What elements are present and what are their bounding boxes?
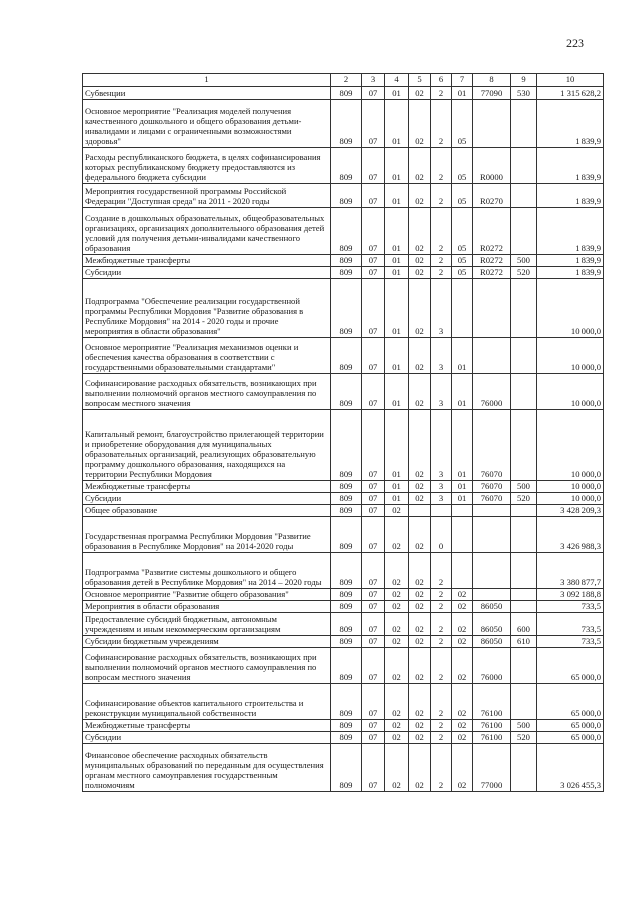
row-value-cell [409, 505, 431, 517]
row-name-cell: Общее образование [83, 505, 331, 517]
row-value-cell: 2 [431, 184, 452, 208]
row-value-cell: 01 [452, 410, 473, 481]
row-value-cell: 02 [409, 732, 431, 744]
row-value-cell: 02 [385, 589, 409, 601]
row-value-cell: 01 [385, 255, 409, 267]
row-value-cell: 02 [409, 601, 431, 613]
row-value-cell [511, 505, 537, 517]
row-value-cell: 10 000,0 [537, 338, 604, 374]
row-name-cell: Субвенции [83, 87, 331, 100]
row-value-cell [473, 338, 511, 374]
row-value-cell: 01 [385, 148, 409, 184]
row-value-cell [511, 148, 537, 184]
row-name-cell: Субсидии [83, 732, 331, 744]
row-value-cell: 02 [409, 481, 431, 493]
row-value-cell [511, 374, 537, 410]
column-header: 8 [473, 74, 511, 87]
row-value-cell: 809 [331, 720, 362, 732]
row-value-cell: 02 [385, 648, 409, 684]
row-value-cell [511, 279, 537, 338]
row-value-cell: 02 [409, 267, 431, 279]
row-value-cell: 01 [452, 481, 473, 493]
row-value-cell: 76000 [473, 374, 511, 410]
row-value-cell: 2 [431, 267, 452, 279]
row-value-cell: 3 [431, 410, 452, 481]
row-value-cell [511, 553, 537, 589]
row-value-cell: 520 [511, 493, 537, 505]
page-number: 223 [566, 36, 584, 50]
row-value-cell [511, 744, 537, 792]
row-value-cell: 2 [431, 732, 452, 744]
row-value-cell [511, 410, 537, 481]
table-row [83, 601, 604, 613]
row-value-cell: 01 [452, 338, 473, 374]
row-value-cell: 05 [452, 148, 473, 184]
row-name-cell: Мероприятия государственной программы Российской Федерации "Доступная среда" на 2011 - 2020 годы [83, 184, 331, 208]
row-value-cell: 76100 [473, 732, 511, 744]
row-value-cell: 3 380 877,7 [537, 553, 604, 589]
row-value-cell: 02 [452, 732, 473, 744]
row-value-cell: 809 [331, 267, 362, 279]
row-value-cell: 809 [331, 279, 362, 338]
row-value-cell: 2 [431, 636, 452, 648]
row-name-cell: Предоставление субсидий бюджетным, автономным учреждениям и иным некоммерческим организациям [83, 613, 331, 636]
row-value-cell: 809 [331, 684, 362, 720]
row-value-cell: 02 [409, 100, 431, 148]
column-header: 1 [83, 74, 331, 87]
row-value-cell: R0272 [473, 208, 511, 255]
row-value-cell: 3 428 209,3 [537, 505, 604, 517]
row-value-cell: 01 [385, 279, 409, 338]
row-value-cell [452, 279, 473, 338]
row-value-cell: 05 [452, 267, 473, 279]
row-value-cell [452, 517, 473, 553]
row-value-cell: 809 [331, 601, 362, 613]
table-row [83, 184, 604, 208]
row-value-cell: 809 [331, 338, 362, 374]
row-value-cell: 01 [385, 184, 409, 208]
table-row [83, 410, 604, 481]
row-value-cell: 07 [362, 100, 385, 148]
row-value-cell: 76070 [473, 493, 511, 505]
row-value-cell: 01 [385, 493, 409, 505]
row-value-cell: 65 000,0 [537, 684, 604, 720]
row-value-cell: 2 [431, 601, 452, 613]
row-value-cell: 02 [452, 613, 473, 636]
row-name-cell: Основное мероприятие "Реализация моделей получения качественного дошкольного и общего образования детьми-инвалидами и лицами с ограниченными возможностями здоровья" [83, 100, 331, 148]
row-value-cell: 809 [331, 410, 362, 481]
row-value-cell: 07 [362, 505, 385, 517]
table-row [83, 87, 604, 100]
row-value-cell: 610 [511, 636, 537, 648]
row-value-cell: 07 [362, 601, 385, 613]
row-value-cell [511, 100, 537, 148]
table-row [83, 613, 604, 636]
row-value-cell: 02 [385, 601, 409, 613]
row-value-cell: 809 [331, 148, 362, 184]
row-value-cell: 65 000,0 [537, 732, 604, 744]
row-value-cell: 2 [431, 208, 452, 255]
row-value-cell: 2 [431, 87, 452, 100]
table-row [83, 648, 604, 684]
budget-table [82, 73, 604, 792]
row-value-cell: 10 000,0 [537, 410, 604, 481]
row-value-cell [473, 553, 511, 589]
row-name-cell: Финансовое обеспечение расходных обязательств муниципальных образований по переданным для осуществления органам местного самоуправления государственным полномочиям [83, 744, 331, 792]
row-value-cell: 1 839,9 [537, 208, 604, 255]
row-name-cell: Основное мероприятие "Развитие общего образования" [83, 589, 331, 601]
table-row [83, 279, 604, 338]
row-value-cell: R0272 [473, 255, 511, 267]
row-value-cell: 10 000,0 [537, 481, 604, 493]
row-value-cell: 02 [409, 553, 431, 589]
row-value-cell: 02 [409, 184, 431, 208]
row-value-cell [473, 589, 511, 601]
row-value-cell: 65 000,0 [537, 648, 604, 684]
row-name-cell: Софинансирование расходных обязательств, возникающих при выполнении полномочий органов местного самоуправления по вопросам местного значения [83, 648, 331, 684]
row-value-cell: 02 [452, 589, 473, 601]
row-value-cell: 86050 [473, 636, 511, 648]
row-value-cell: 65 000,0 [537, 720, 604, 732]
row-value-cell: 77000 [473, 744, 511, 792]
row-name-cell: Софинансирование объектов капитального строительства и реконструкции муниципальной собственности [83, 684, 331, 720]
row-value-cell: 10 000,0 [537, 279, 604, 338]
row-value-cell: 07 [362, 636, 385, 648]
row-value-cell: 2 [431, 148, 452, 184]
row-value-cell: 07 [362, 255, 385, 267]
row-value-cell: 809 [331, 553, 362, 589]
row-value-cell: 02 [409, 410, 431, 481]
row-value-cell: 1 839,9 [537, 255, 604, 267]
row-value-cell: 10 000,0 [537, 374, 604, 410]
row-value-cell: 01 [385, 267, 409, 279]
row-value-cell: 07 [362, 481, 385, 493]
row-value-cell: R0272 [473, 267, 511, 279]
row-value-cell: 530 [511, 87, 537, 100]
row-value-cell: 02 [385, 744, 409, 792]
row-value-cell: 02 [409, 613, 431, 636]
row-value-cell: 809 [331, 589, 362, 601]
table-row [83, 589, 604, 601]
row-value-cell: 07 [362, 720, 385, 732]
row-value-cell: 2 [431, 613, 452, 636]
row-value-cell [511, 601, 537, 613]
column-header: 9 [511, 74, 537, 87]
row-value-cell: 809 [331, 374, 362, 410]
row-value-cell: 2 [431, 589, 452, 601]
row-value-cell: 809 [331, 208, 362, 255]
row-value-cell: R0270 [473, 184, 511, 208]
row-name-cell: Капитальный ремонт, благоустройство прилегающей территории и приобретение оборудования для муниципальных образовательных организаций, реализующих образовательную программу дошкольного образования, находящихся на территории Республики Мордовия [83, 410, 331, 481]
row-value-cell: 02 [385, 517, 409, 553]
row-value-cell: 07 [362, 517, 385, 553]
row-value-cell [431, 505, 452, 517]
row-value-cell: 76070 [473, 410, 511, 481]
row-value-cell [473, 505, 511, 517]
row-name-cell: Субсидии [83, 267, 331, 279]
row-name-cell: Межбюджетные трансферты [83, 481, 331, 493]
row-value-cell: 809 [331, 184, 362, 208]
column-header: 6 [431, 74, 452, 87]
row-value-cell: 10 000,0 [537, 493, 604, 505]
row-value-cell: 809 [331, 732, 362, 744]
table-row [83, 553, 604, 589]
table-row [83, 636, 604, 648]
row-value-cell: 733,5 [537, 601, 604, 613]
row-value-cell: 07 [362, 684, 385, 720]
row-value-cell [511, 184, 537, 208]
column-header: 5 [409, 74, 431, 87]
row-value-cell: 02 [452, 744, 473, 792]
row-value-cell: 01 [385, 374, 409, 410]
row-value-cell: 2 [431, 100, 452, 148]
row-value-cell: 01 [385, 208, 409, 255]
row-value-cell: 02 [385, 636, 409, 648]
row-name-cell: Межбюджетные трансферты [83, 255, 331, 267]
row-value-cell: 1 839,9 [537, 184, 604, 208]
row-value-cell: 809 [331, 636, 362, 648]
table-row [83, 338, 604, 374]
row-value-cell: 1 315 628,2 [537, 87, 604, 100]
row-value-cell: 02 [409, 279, 431, 338]
row-value-cell: 809 [331, 87, 362, 100]
row-value-cell: 07 [362, 374, 385, 410]
row-value-cell: 0 [431, 517, 452, 553]
row-value-cell: 500 [511, 481, 537, 493]
row-value-cell: 07 [362, 648, 385, 684]
row-value-cell: 07 [362, 553, 385, 589]
row-value-cell: 07 [362, 732, 385, 744]
row-value-cell: 500 [511, 720, 537, 732]
row-value-cell: 2 [431, 255, 452, 267]
row-value-cell: 05 [452, 208, 473, 255]
row-value-cell: 02 [409, 720, 431, 732]
row-value-cell: R0000 [473, 148, 511, 184]
row-value-cell: 02 [409, 255, 431, 267]
row-value-cell: 2 [431, 744, 452, 792]
row-name-cell: Создание в дошкольных образовательных, общеобразовательных организациях, организациях дополнительного образования детей условий для получения детьми-инвалидами качественного образования [83, 208, 331, 255]
row-name-cell: Субсидии [83, 493, 331, 505]
row-value-cell: 3 092 188,8 [537, 589, 604, 601]
row-value-cell: 02 [409, 636, 431, 648]
table-row [83, 505, 604, 517]
row-value-cell: 02 [385, 553, 409, 589]
row-value-cell: 02 [452, 648, 473, 684]
row-value-cell: 520 [511, 732, 537, 744]
row-value-cell: 1 839,9 [537, 267, 604, 279]
row-value-cell: 07 [362, 279, 385, 338]
row-value-cell: 02 [385, 732, 409, 744]
column-header: 4 [385, 74, 409, 87]
row-value-cell: 07 [362, 184, 385, 208]
row-value-cell: 3 026 455,3 [537, 744, 604, 792]
row-value-cell: 07 [362, 87, 385, 100]
row-value-cell: 76070 [473, 481, 511, 493]
row-value-cell [452, 505, 473, 517]
row-value-cell: 02 [452, 720, 473, 732]
row-value-cell: 05 [452, 255, 473, 267]
row-value-cell: 02 [452, 636, 473, 648]
row-value-cell [511, 589, 537, 601]
row-value-cell: 733,5 [537, 636, 604, 648]
row-value-cell: 02 [409, 517, 431, 553]
column-header: 10 [537, 74, 604, 87]
row-value-cell: 01 [385, 87, 409, 100]
row-value-cell: 02 [409, 208, 431, 255]
column-header: 7 [452, 74, 473, 87]
row-value-cell: 733,5 [537, 613, 604, 636]
row-value-cell: 77090 [473, 87, 511, 100]
row-name-cell: Мероприятия в области образования [83, 601, 331, 613]
row-value-cell: 07 [362, 589, 385, 601]
row-value-cell: 07 [362, 493, 385, 505]
table-row [83, 100, 604, 148]
table-row [83, 208, 604, 255]
column-header: 2 [331, 74, 362, 87]
row-value-cell: 07 [362, 338, 385, 374]
row-value-cell: 05 [452, 184, 473, 208]
row-value-cell: 07 [362, 744, 385, 792]
row-value-cell: 809 [331, 255, 362, 267]
row-value-cell [452, 553, 473, 589]
row-value-cell: 02 [409, 338, 431, 374]
row-value-cell: 05 [452, 100, 473, 148]
row-value-cell: 02 [409, 374, 431, 410]
row-name-cell: Основное мероприятие "Реализация механизмов оценки и обеспечения качества образования в соответствии с государственными образовательными стандартами" [83, 338, 331, 374]
row-value-cell: 500 [511, 255, 537, 267]
row-value-cell: 01 [385, 100, 409, 148]
table-row [83, 267, 604, 279]
row-value-cell: 3 [431, 374, 452, 410]
row-value-cell [511, 648, 537, 684]
row-name-cell: Подпрограмма "Обеспечение реализации государственной программы Республики Мордовия "Развитие образования в Республике Мордовия" на 2014 - 2020 годы и прочие мероприятия в области образования" [83, 279, 331, 338]
row-value-cell: 3 [431, 493, 452, 505]
row-value-cell: 1 839,9 [537, 100, 604, 148]
row-name-cell: Подпрограмма "Развитие системы дошкольного и общего образования детей в Республике Мордовия" на 2014 – 2020 годы [83, 553, 331, 589]
table-row [83, 493, 604, 505]
row-value-cell: 3 [431, 338, 452, 374]
row-value-cell: 01 [385, 338, 409, 374]
row-value-cell: 86050 [473, 613, 511, 636]
row-value-cell: 600 [511, 613, 537, 636]
row-name-cell: Софинансирование расходных обязательств, возникающих при выполнении полномочий органов местного самоуправления по вопросам местного значения [83, 374, 331, 410]
row-value-cell: 809 [331, 648, 362, 684]
row-value-cell: 07 [362, 410, 385, 481]
row-value-cell: 07 [362, 148, 385, 184]
row-value-cell: 02 [452, 684, 473, 720]
row-value-cell: 1 839,9 [537, 148, 604, 184]
row-value-cell: 809 [331, 613, 362, 636]
row-value-cell: 76100 [473, 684, 511, 720]
table-row [83, 744, 604, 792]
row-value-cell: 520 [511, 267, 537, 279]
row-value-cell: 07 [362, 208, 385, 255]
row-value-cell: 02 [409, 589, 431, 601]
table-row [83, 481, 604, 493]
row-value-cell: 01 [385, 410, 409, 481]
row-value-cell: 01 [452, 87, 473, 100]
table-row [83, 255, 604, 267]
row-value-cell [511, 208, 537, 255]
row-value-cell [473, 279, 511, 338]
row-value-cell: 07 [362, 267, 385, 279]
row-value-cell: 809 [331, 505, 362, 517]
row-value-cell [511, 517, 537, 553]
row-value-cell: 2 [431, 553, 452, 589]
row-value-cell: 809 [331, 744, 362, 792]
row-name-cell: Государственная программа Республики Мордовия "Развитие образования в Республике Мордовия" на 2014-2020 годы [83, 517, 331, 553]
row-value-cell: 809 [331, 100, 362, 148]
row-value-cell: 02 [409, 87, 431, 100]
row-value-cell [473, 517, 511, 553]
row-value-cell: 02 [385, 720, 409, 732]
table-row [83, 684, 604, 720]
row-value-cell: 2 [431, 720, 452, 732]
table-row [83, 374, 604, 410]
row-value-cell: 2 [431, 684, 452, 720]
column-header: 3 [362, 74, 385, 87]
row-value-cell: 01 [452, 374, 473, 410]
row-value-cell [511, 684, 537, 720]
row-value-cell: 809 [331, 493, 362, 505]
row-value-cell: 02 [409, 684, 431, 720]
row-value-cell: 02 [409, 648, 431, 684]
row-value-cell: 3 [431, 481, 452, 493]
row-value-cell: 3 426 988,3 [537, 517, 604, 553]
row-value-cell: 02 [385, 505, 409, 517]
row-value-cell: 2 [431, 648, 452, 684]
row-value-cell: 02 [452, 601, 473, 613]
row-value-cell: 809 [331, 517, 362, 553]
row-value-cell: 01 [385, 481, 409, 493]
table-row [83, 732, 604, 744]
row-value-cell: 02 [385, 613, 409, 636]
row-value-cell [511, 338, 537, 374]
row-name-cell: Субсидии бюджетным учреждениям [83, 636, 331, 648]
row-value-cell: 02 [409, 148, 431, 184]
row-value-cell: 76100 [473, 720, 511, 732]
table-row [83, 720, 604, 732]
row-value-cell: 07 [362, 613, 385, 636]
row-value-cell: 809 [331, 481, 362, 493]
row-value-cell: 76000 [473, 648, 511, 684]
row-value-cell: 3 [431, 279, 452, 338]
row-name-cell: Межбюджетные трансферты [83, 720, 331, 732]
table-row [83, 517, 604, 553]
row-value-cell [473, 100, 511, 148]
row-value-cell: 01 [452, 493, 473, 505]
header-row [83, 74, 604, 87]
row-value-cell: 02 [409, 493, 431, 505]
row-value-cell: 02 [385, 684, 409, 720]
table-row [83, 148, 604, 184]
row-name-cell: Расходы республиканского бюджета, в целях софинансирования которых республиканскому бюджету предоставляются из федерального бюджета субсидии [83, 148, 331, 184]
row-value-cell: 02 [409, 744, 431, 792]
row-value-cell: 86050 [473, 601, 511, 613]
